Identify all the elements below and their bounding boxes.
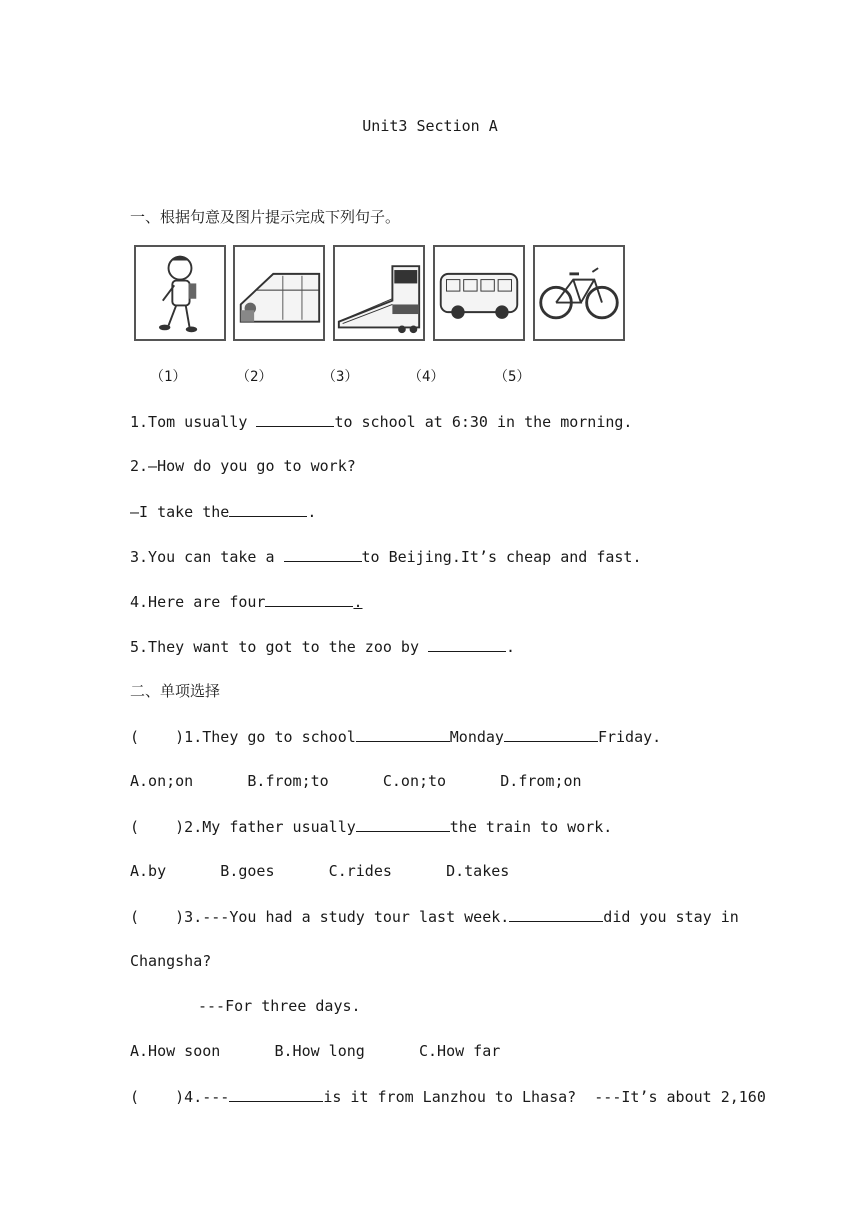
answer-blank[interactable] [284, 546, 362, 562]
question-2-1: ( )1.They go to school Monday Friday. [130, 728, 662, 746]
part1-heading: 一、根据句意及图片提示完成下列句子。 [130, 208, 401, 226]
page-title: Unit3 Section A [362, 117, 498, 135]
question-1-5: 5.They want to got to the zoo by . [130, 638, 516, 656]
question-1-1: 1.Tom usually to school at 6:30 in the morning. [130, 413, 633, 431]
answer-blank[interactable] [265, 591, 353, 607]
answer-blank[interactable] [256, 411, 334, 427]
question-2-3: ( )3.---You had a study tour last week. did you stay in [130, 908, 739, 926]
question-2-2: ( )2.My father usually the train to work. [130, 818, 613, 836]
walking-boy-icon [134, 245, 226, 341]
question-2-2-options: A.by B.goes C.rides D.takes [130, 862, 510, 880]
question-1-4: 4.Here are four . [130, 593, 363, 611]
question-1-2: 2.—How do you go to work? [130, 457, 356, 475]
answer-blank[interactable] [229, 1086, 323, 1102]
question-2-3-continued: Changsha? [130, 952, 212, 970]
subway-car-icon [233, 245, 325, 341]
question-2-4: ( )4.--- is it from Lanzhou to Lhasa? ---It’s about 2,160 [130, 1088, 766, 1106]
picture-label-3: （3） [322, 369, 359, 385]
question-2-3-options: A.How soon B.How long C.How far [130, 1042, 501, 1060]
bicycle-icon [533, 245, 625, 341]
picture-label-5: （5） [494, 369, 531, 385]
picture-label-1: （1） [150, 369, 187, 385]
part2-heading: 二、单项选择 [130, 682, 221, 700]
train-icon [333, 245, 425, 341]
question-2-3-answer: ---For three days. [198, 997, 361, 1015]
answer-blank[interactable] [356, 726, 450, 742]
answer-blank[interactable] [504, 726, 598, 742]
answer-blank[interactable] [229, 501, 307, 517]
question-1-3: 3.You can take a to Beijing.It’s cheap and fast. [130, 548, 642, 566]
bus-icon [433, 245, 525, 341]
question-1-2-reply: —I take the . [130, 503, 317, 521]
answer-blank[interactable] [509, 906, 603, 922]
question-2-1-options: A.on;on B.from;to C.on;to D.from;on [130, 772, 582, 790]
picture-label-4: （4） [408, 369, 445, 385]
answer-blank[interactable] [356, 816, 450, 832]
picture-label-2: （2） [236, 369, 273, 385]
answer-blank[interactable] [428, 636, 506, 652]
